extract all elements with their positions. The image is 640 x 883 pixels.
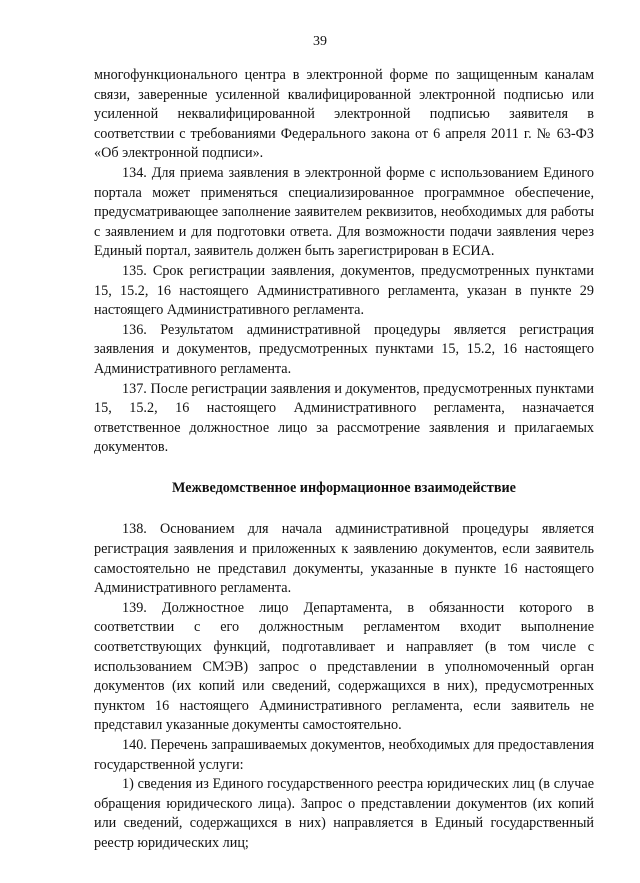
section-heading: Межведомственное информационное взаимодействие [172,479,516,496]
paragraph-137: 137. После регистрации заявления и документов, предусмотренных пунктами 15, 15.2, 16 настоящего Административного регламента, назначается ответственное должностное лицо за рассмотрение заявления и прилагаемых документов. [94,380,594,456]
paragraph-134: 134. Для приема заявления в электронной форме с использованием Единого портала может применяться специализированное программное обеспечение, предусматривающее заполнение заявителем реквизитов, необходимых для работы с заявлением и для подготовки ответа. Для возможности подачи заявления через Единый портал, заявитель должен быть зарегистрирован в ЕСИА. [94,164,594,260]
paragraph-135: 135. Срок регистрации заявления, документов, предусмотренных пунктами 15, 15.2, 16 настоящего Административного регламента, указан в пункте 29 настоящего Административного регламента. [94,262,594,319]
document-body [94,66,594,854]
paragraph-139: 139. Должностное лицо Департамента, в обязанности которого в соответствии с его должностным регламентом входит выполнение соответствующих функций, подготавливает и направляет (в том числе с использованием СМЭВ) запрос о представлении в уполномоченный орган документов (их копий или сведений, содержащихся в них), предусмотренных пунктом 16 настоящего Административного регламента, если заявитель не представил указанные документы самостоятельно. [94,599,594,734]
page-number: 39 [313,34,327,49]
paragraph-138: 138. Основанием для начала административной процедуры является регистрация заявления и приложенных к заявлению документов, если заявитель самостоятельно не представил документы, указанные в пункте 16 настоящего Административного регламента. [94,521,594,597]
paragraph-136: 136. Результатом административной процедуры является регистрация заявления и документов, предусмотренных пунктами 15, 15.2, 16 настоящего Административного регламента. [94,321,594,377]
paragraph-140: 140. Перечень запрашиваемых документов, необходимых для предоставления государственной услуги: [94,737,594,773]
paragraph-133-continuation: многофункционального центра в электронной форме по защищенным каналам связи, заверенные усиленной квалифицированной электронной подписью или усиленной неквалифицированной электронной подписью заявителя в соответствии с требованиями Федерального закона от 6 апреля 2011 г. № 63-ФЗ «Об электронной подписи». [94,67,594,162]
paragraph-140-item-1: 1) сведения из Единого государственного реестра юридических лиц (в случае обращения юридического лица). Запрос о представлении документов (их копий или сведений, содержащихся в них) направляется в Единый государственный реестр юридических лиц; [94,776,594,851]
